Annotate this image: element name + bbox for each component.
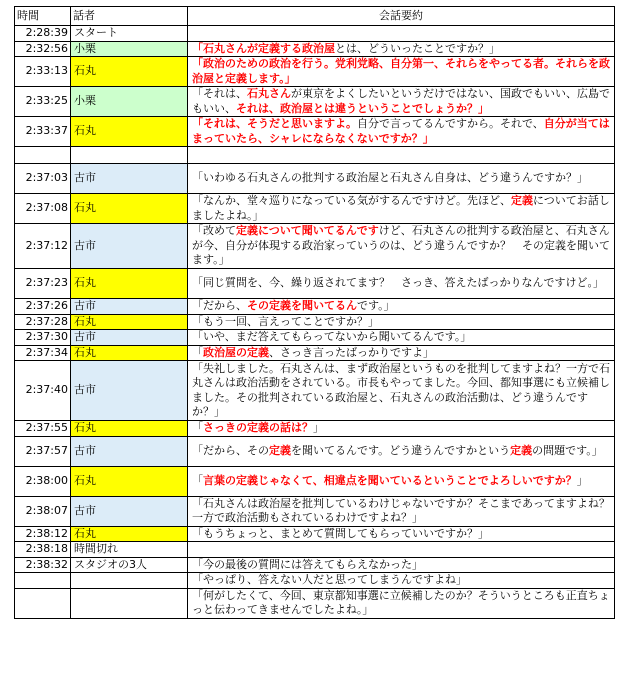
speaker-cell: 石丸 [71, 421, 188, 437]
time-cell [15, 588, 71, 618]
table-row [15, 164, 615, 194]
time-cell: 2:37:08 [15, 194, 71, 224]
summary-cell [188, 496, 615, 526]
summary-text: 「だから、 [192, 299, 247, 312]
empty-cell [188, 147, 615, 164]
table-row [15, 466, 615, 496]
summary-cell [188, 466, 615, 496]
summary-text: 「いわゆる石丸さんの批判する政治屋と石丸さん自身は、どう違うんですか？」 [192, 171, 588, 185]
time-cell: 2:38:32 [15, 557, 71, 573]
summary-text: についてお話しましたよね。」 [192, 194, 610, 222]
summary-cell [188, 436, 615, 466]
summary-text: の問題です。」 [532, 443, 603, 457]
highlighted-text: 言葉の定義じゃなくて、相違点を聞いているということでよろしいですか？ [203, 473, 577, 487]
speaker-cell: 石丸 [71, 466, 188, 496]
time-cell: 2:38:00 [15, 466, 71, 496]
table-row [15, 117, 615, 147]
speaker-cell: 古市 [71, 224, 188, 269]
time-cell: 2:37:57 [15, 436, 71, 466]
summary-cell [188, 345, 615, 361]
summary-cell [188, 87, 615, 117]
table-row [15, 57, 615, 87]
table-row [15, 87, 615, 117]
time-cell [15, 573, 71, 589]
time-cell: 2:38:07 [15, 496, 71, 526]
highlighted-text: 石丸さん [247, 87, 291, 100]
header-row [15, 7, 615, 26]
summary-text: を聞いてるんです。どう違うんですかという [291, 443, 511, 457]
table-row [15, 421, 615, 437]
summary-text: けど、石丸さんの批判する政治屋と、石丸さんが今、自分が体現する政治家っていうのは、どう違うんですか？ その定義を聞いてます。」 [192, 224, 610, 267]
table-body [15, 26, 615, 619]
time-cell: 2:37:23 [15, 269, 71, 299]
speaker-cell: 時間切れ [71, 542, 188, 558]
speaker-cell: 石丸 [71, 345, 188, 361]
highlighted-text: 政治屋の定義 [203, 345, 269, 359]
table-row [15, 330, 615, 346]
summary-cell [188, 41, 615, 57]
table-row [15, 224, 615, 269]
summary-cell [188, 526, 615, 542]
time-cell: 2:33:25 [15, 87, 71, 117]
time-cell: 2:37:40 [15, 361, 71, 421]
highlighted-text: 定義 [511, 194, 533, 207]
table-row [15, 588, 615, 618]
summary-cell [188, 588, 615, 618]
time-cell: 2:32:56 [15, 41, 71, 57]
summary-cell [188, 573, 615, 589]
speaker-cell: 石丸 [71, 194, 188, 224]
summary-cell [188, 542, 615, 558]
summary-text: 、さっき言ったばっかりですよ」 [269, 345, 434, 359]
time-cell: 2:37:28 [15, 314, 71, 330]
summary-text: 」 [576, 473, 588, 487]
summary-text: 「 [192, 473, 203, 487]
speaker-cell [71, 588, 188, 618]
speaker-cell: 石丸 [71, 269, 188, 299]
empty-cell [71, 147, 188, 164]
highlighted-text: 「それは、そうだと思いますよ。 [192, 117, 357, 130]
summary-cell [188, 299, 615, 315]
summary-cell [188, 314, 615, 330]
highlighted-text: 自分が当てはまっていたら、シャレにならなくないですか？」 [192, 117, 610, 145]
time-cell: 2:37:12 [15, 224, 71, 269]
time-cell: 2:37:55 [15, 421, 71, 437]
table-row [15, 269, 615, 299]
highlighted-text: 定義について聞いてるんです [236, 224, 379, 238]
speaker-cell: 古市 [71, 496, 188, 526]
speaker-cell: 古市 [71, 361, 188, 421]
summary-cell [188, 117, 615, 147]
speaker-cell [71, 573, 188, 589]
summary-text: 自分で言ってるんですから。それで、 [357, 117, 544, 130]
table-row [15, 361, 615, 421]
summary-text: 「改めて [192, 224, 236, 238]
summary-cell [188, 557, 615, 573]
summary-cell [188, 361, 615, 421]
summary-text: 「やっぱり、答えない人だと思ってしまうんですよね」 [192, 573, 467, 586]
highlighted-text: 定義 [510, 443, 533, 457]
summary-cell [188, 164, 615, 194]
summary-text: 「石丸さんは政治屋を批判しているわけじゃないですか？そこまであってますよね？一方で政治活動もされているわけですよね？」 [192, 496, 610, 524]
time-cell: 2:38:18 [15, 542, 71, 558]
table-row [15, 542, 615, 558]
table-row [15, 557, 615, 573]
summary-text: 「 [192, 345, 203, 359]
summary-cell [188, 421, 615, 437]
time-cell: 2:37:34 [15, 345, 71, 361]
summary-cell [188, 224, 615, 269]
summary-text: 「失礼しました。石丸さんは、まず政治屋というものを批判してますよね？一方で石丸さんは政治活動をされている。市長もやってました。今回、都知事選にも立候補しました。その批判されている政治屋と、石丸さんの政治活動は、どう違うんですか？」 [192, 361, 610, 418]
highlighted-text: 「政治のための政治を行う。党利党略、自分第一、それらをやってる者。それらを政治屋と定義します。」 [192, 57, 610, 85]
header-speaker: 話者 [71, 7, 188, 26]
highlighted-text: さっきの定義の話は？ [203, 421, 313, 434]
highlighted-text: その定義を聞いてるん [247, 299, 357, 312]
summary-cell [188, 194, 615, 224]
table-row [15, 573, 615, 589]
highlighted-text: それは、政治屋とは違うということでしょうか？」 [236, 101, 489, 115]
summary-cell [188, 269, 615, 299]
time-cell: 2:33:13 [15, 57, 71, 87]
summary-cell [188, 57, 615, 87]
time-cell: 2:37:30 [15, 330, 71, 346]
summary-text: 」 [313, 421, 324, 434]
summary-text: 「だから、その [192, 443, 269, 457]
summary-text: です。」 [357, 299, 395, 312]
summary-text: 「 [192, 421, 203, 434]
table-row [15, 41, 615, 57]
summary-text: 「いや、まだ答えてもらってないから聞いてるんです。」 [192, 330, 472, 343]
time-cell: 2:37:03 [15, 164, 71, 194]
table-row [15, 436, 615, 466]
table-row [15, 299, 615, 315]
speaker-cell: 石丸 [71, 314, 188, 330]
speaker-cell: スタジオの3人 [71, 557, 188, 573]
speaker-cell: 古市 [71, 299, 188, 315]
speaker-cell: 古市 [71, 330, 188, 346]
summary-text: 「今の最後の質問には答えてもらえなかった」 [192, 557, 423, 571]
summary-cell [188, 26, 615, 42]
table-row [15, 147, 615, 164]
header-time: 時間 [15, 7, 71, 26]
summary-cell [188, 330, 615, 346]
summary-text: とは、どういったことですか？」 [335, 41, 500, 55]
time-cell: 2:33:37 [15, 117, 71, 147]
table-row [15, 345, 615, 361]
summary-text: 「もう一回、言えってことですか？」 [192, 314, 379, 328]
speaker-cell: 石丸 [71, 57, 188, 87]
speaker-cell: 小栗 [71, 87, 188, 117]
summary-text: が東京をよくしたいというだけではない、国政でもいい、広島でもいい、 [192, 87, 610, 115]
table-row [15, 26, 615, 42]
summary-text: 「同じ質問を、今、繰り返されてます？ さっき、答えたばっかりなんですけど。」 [192, 276, 605, 290]
summary-text: 「もうちょっと、まとめて質問してもらっていいですか？」 [192, 526, 489, 540]
speaker-cell: 古市 [71, 436, 188, 466]
speaker-cell: 石丸 [71, 526, 188, 542]
summary-text: 「何がしたくて、今回、東京都知事選に立候補したのか？そういうところも正直ちょっと伝わってきませんでしたよね。」 [192, 588, 610, 616]
time-cell: 2:28:39 [15, 26, 71, 42]
speaker-cell: スタート [71, 26, 188, 42]
highlighted-text: 「石丸さんが定義する政治屋 [192, 41, 335, 55]
highlighted-text: 定義 [269, 443, 291, 457]
conversation-table [14, 6, 615, 619]
time-cell: 2:38:12 [15, 526, 71, 542]
speaker-cell: 石丸 [71, 117, 188, 147]
table-row [15, 496, 615, 526]
table-row [15, 194, 615, 224]
header-summary: 会話要約 [188, 7, 615, 26]
summary-text: 「なんか、堂々巡りになっている気がするんですけど。先ほど、 [192, 194, 511, 207]
table-row [15, 314, 615, 330]
speaker-cell: 小栗 [71, 41, 188, 57]
time-cell: 2:37:26 [15, 299, 71, 315]
empty-cell [15, 147, 71, 164]
summary-text: 「それは、 [192, 87, 247, 100]
speaker-cell: 古市 [71, 164, 188, 194]
table-row [15, 526, 615, 542]
